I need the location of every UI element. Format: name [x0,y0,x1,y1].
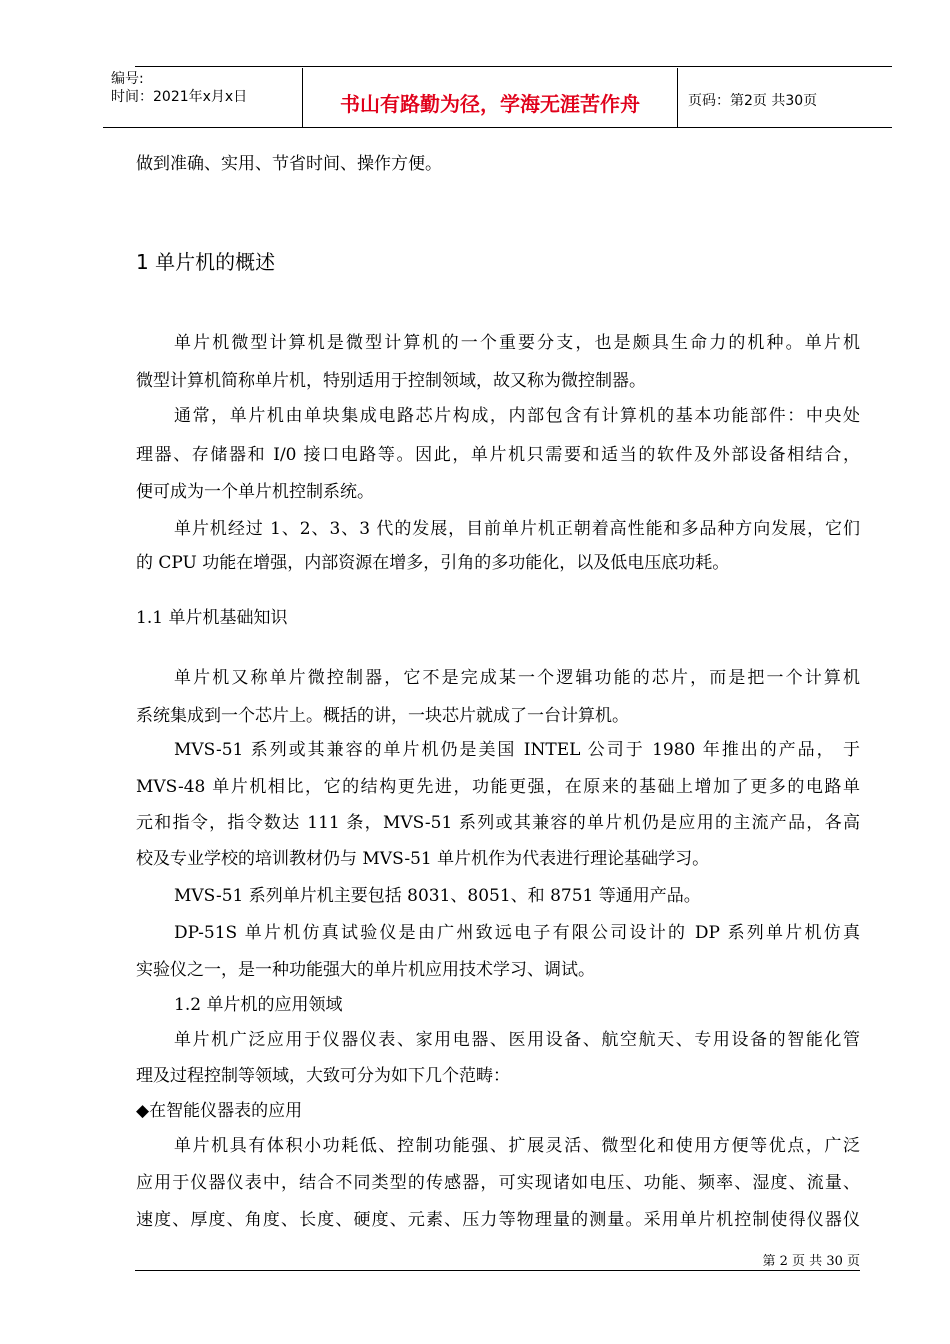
paragraph-line: 理器、存储器和 I/0 接口电路等。因此，单片机只需要和适当的软件及外部设备相结合， [136,445,860,465]
paragraph-line: 单片机经过 1、2、3、3 代的发展，目前单片机正朝着高性能和多品种方向发展，它们 [174,519,860,539]
paragraph-line: MVS-51 系列或其兼容的单片机仍是美国 INTEL 公司于 1980 年推出的产品， 于 [174,740,860,760]
paragraph-line: DP-51S 单片机仿真试验仪是由广州致远电子有限公司设计的 DP 系列单片机仿真 [174,923,860,943]
bullet-item: ◆在智能仪器表的应用 [136,1101,303,1121]
page-header [103,68,892,128]
subsection-heading: 1.2 单片机的应用领域 [174,995,343,1015]
paragraph-line: 理及过程控制等领域，大致可分为如下几个范畴： [136,1066,510,1086]
paragraph-line: 的 CPU 功能在增强，内部资源在增多，引角的多功能化，以及低电压底功耗。 [136,553,730,573]
subsection-heading: 1.1 单片机基础知识 [136,608,288,628]
footer-page-number: 第 2 页 共 30 页 [762,1254,860,1269]
paragraph-line: 系统集成到一个芯片上。概括的讲，一块芯片就成了一台计算机。 [136,706,629,726]
paragraph-line: 应用于仪器仪表中，结合不同类型的传感器，可实现诸如电压、功能、频率、湿度、流量、 [136,1173,860,1193]
header-motto: 书山有路勤为径，学海无涯苦作舟 [340,92,640,116]
paragraph-line: 微型计算机简称单片机，特别适用于控制领域，故又称为微控制器。 [136,371,646,391]
paragraph-line: MVS-48 单片机相比，它的结构更先进，功能更强，在原来的基础上增加了更多的电路单 [136,777,860,797]
paragraph-line: 单片机广泛应用于仪器仪表、家用电器、医用设备、航空航天、专用设备的智能化管 [174,1030,860,1050]
paragraph-line: 单片机又称单片微控制器，它不是完成某一个逻辑功能的芯片，而是把一个计算机 [174,668,860,688]
section-heading: 1 单片机的概述 [136,250,276,274]
header-page-number: 页码：第2页 共30页 [688,93,818,109]
header-motto-cell [303,68,678,128]
footer-rule [135,1270,860,1271]
paragraph-line: 元和指令，指令数达 111 条，MVS-51 系列或其兼容的单片机仍是应用的主流产品，各高 [136,813,860,833]
paragraph-line: 做到准确、实用、节省时间、操作方便。 [136,154,442,174]
paragraph-line: 实验仪之一，是一种功能强大的单片机应用技术学习、调试。 [136,960,595,980]
header-info-cell [103,68,303,128]
paragraph-line: 单片机具有体积小功耗低、控制功能强、扩展灵活、微型化和使用方便等优点，广泛 [174,1136,860,1156]
paragraph-line: 单片机微型计算机是微型计算机的一个重要分支，也是颇具生命力的机种。单片机 [174,333,860,353]
header-page-cell [678,68,892,128]
paragraph-line: 通常，单片机由单块集成电路芯片构成，内部包含有计算机的基本功能部件：中央处 [174,406,860,426]
document-date-label: 时间：2021年x月x日 [111,89,248,105]
paragraph-line: MVS-51 系列单片机主要包括 8031、8051、和 8751 等通用产品。 [174,886,701,906]
document-number-label: 编号: [111,71,144,87]
paragraph-line: 速度、厚度、角度、长度、硬度、元素、压力等物理量的测量。采用单片机控制使得仪器仪 [136,1210,860,1230]
paragraph-line: 校及专业学校的培训教材仍与 MVS-51 单片机作为代表进行理论基础学习。 [136,849,710,869]
paragraph-line: 便可成为一个单片机控制系统。 [136,482,374,502]
header-top-rule [135,66,892,67]
